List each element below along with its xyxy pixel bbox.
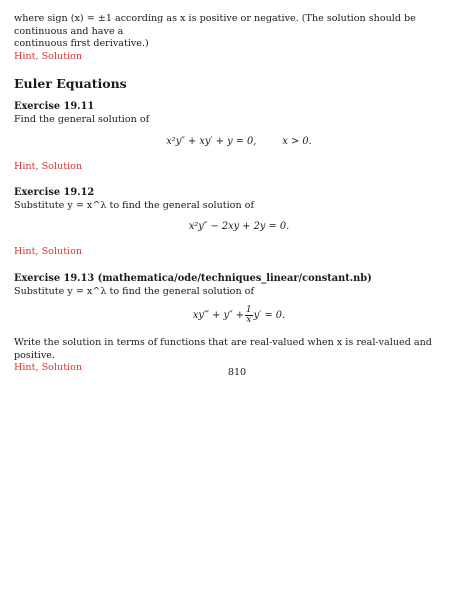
- equation-expression: x²y″ + xy′ + y = 0,: [166, 135, 257, 147]
- hint-link[interactable]: Hint: [14, 160, 36, 172]
- page-number: 810: [227, 367, 247, 378]
- link-separator: ,: [35, 246, 42, 258]
- hint-solution-links-1: [14, 161, 464, 174]
- exercise-heading-19-12: Exercise 19.12: [14, 187, 95, 199]
- exercise-text-19-13: Substitute y = x^λ to find the general solution of: [14, 285, 255, 297]
- fraction-numerator: 1: [245, 305, 252, 316]
- equation-condition: x > 0.: [282, 135, 312, 147]
- solution-link[interactable]: Solution: [41, 160, 83, 172]
- link-separator: ,: [35, 160, 42, 172]
- equation-19-12: [14, 220, 464, 234]
- equation-right: y′ = 0.: [253, 309, 286, 321]
- hint-link[interactable]: Hint: [14, 50, 36, 62]
- link-separator: ,: [35, 362, 42, 374]
- intro-line-2: continuous first derivative.): [14, 38, 149, 50]
- page-content: [14, 13, 464, 375]
- solution-link[interactable]: Solution: [41, 50, 83, 62]
- equation-left: xy‴ + y″ +: [192, 309, 244, 321]
- exercise-after-19-13: Write the solution in terms of functions that are real-valued when x is real-valued and positive.: [14, 337, 432, 361]
- section-title: Euler Equations: [14, 76, 127, 92]
- fraction-denominator: x: [246, 315, 252, 326]
- intro-line-1: where sign (x) = ±1 according as x is positive or negative. (The solution should be continuous and have a: [14, 13, 416, 37]
- hint-solution-links-0: [14, 51, 464, 64]
- equation-expression: x²y″ − 2xy + 2y = 0.: [188, 221, 290, 233]
- solution-link[interactable]: Solution: [41, 246, 83, 258]
- solution-link[interactable]: Solution: [41, 362, 83, 374]
- exercise-text-19-11: Find the general solution of: [14, 113, 150, 125]
- exercise-heading-19-13: Exercise 19.13 (mathematica/ode/techniques_linear/constant.nb): [14, 272, 372, 284]
- exercise-text-19-12: Substitute y = x^λ to find the general solution of: [14, 199, 255, 211]
- equation-19-13: [14, 306, 464, 325]
- hint-link[interactable]: Hint: [14, 362, 36, 374]
- hint-solution-links-2: [14, 246, 464, 259]
- link-separator: ,: [35, 50, 42, 62]
- hint-link[interactable]: Hint: [14, 246, 36, 258]
- exercise-heading-19-11: Exercise 19.11: [14, 101, 95, 113]
- fraction: [245, 306, 253, 325]
- equation-19-11: [14, 135, 464, 149]
